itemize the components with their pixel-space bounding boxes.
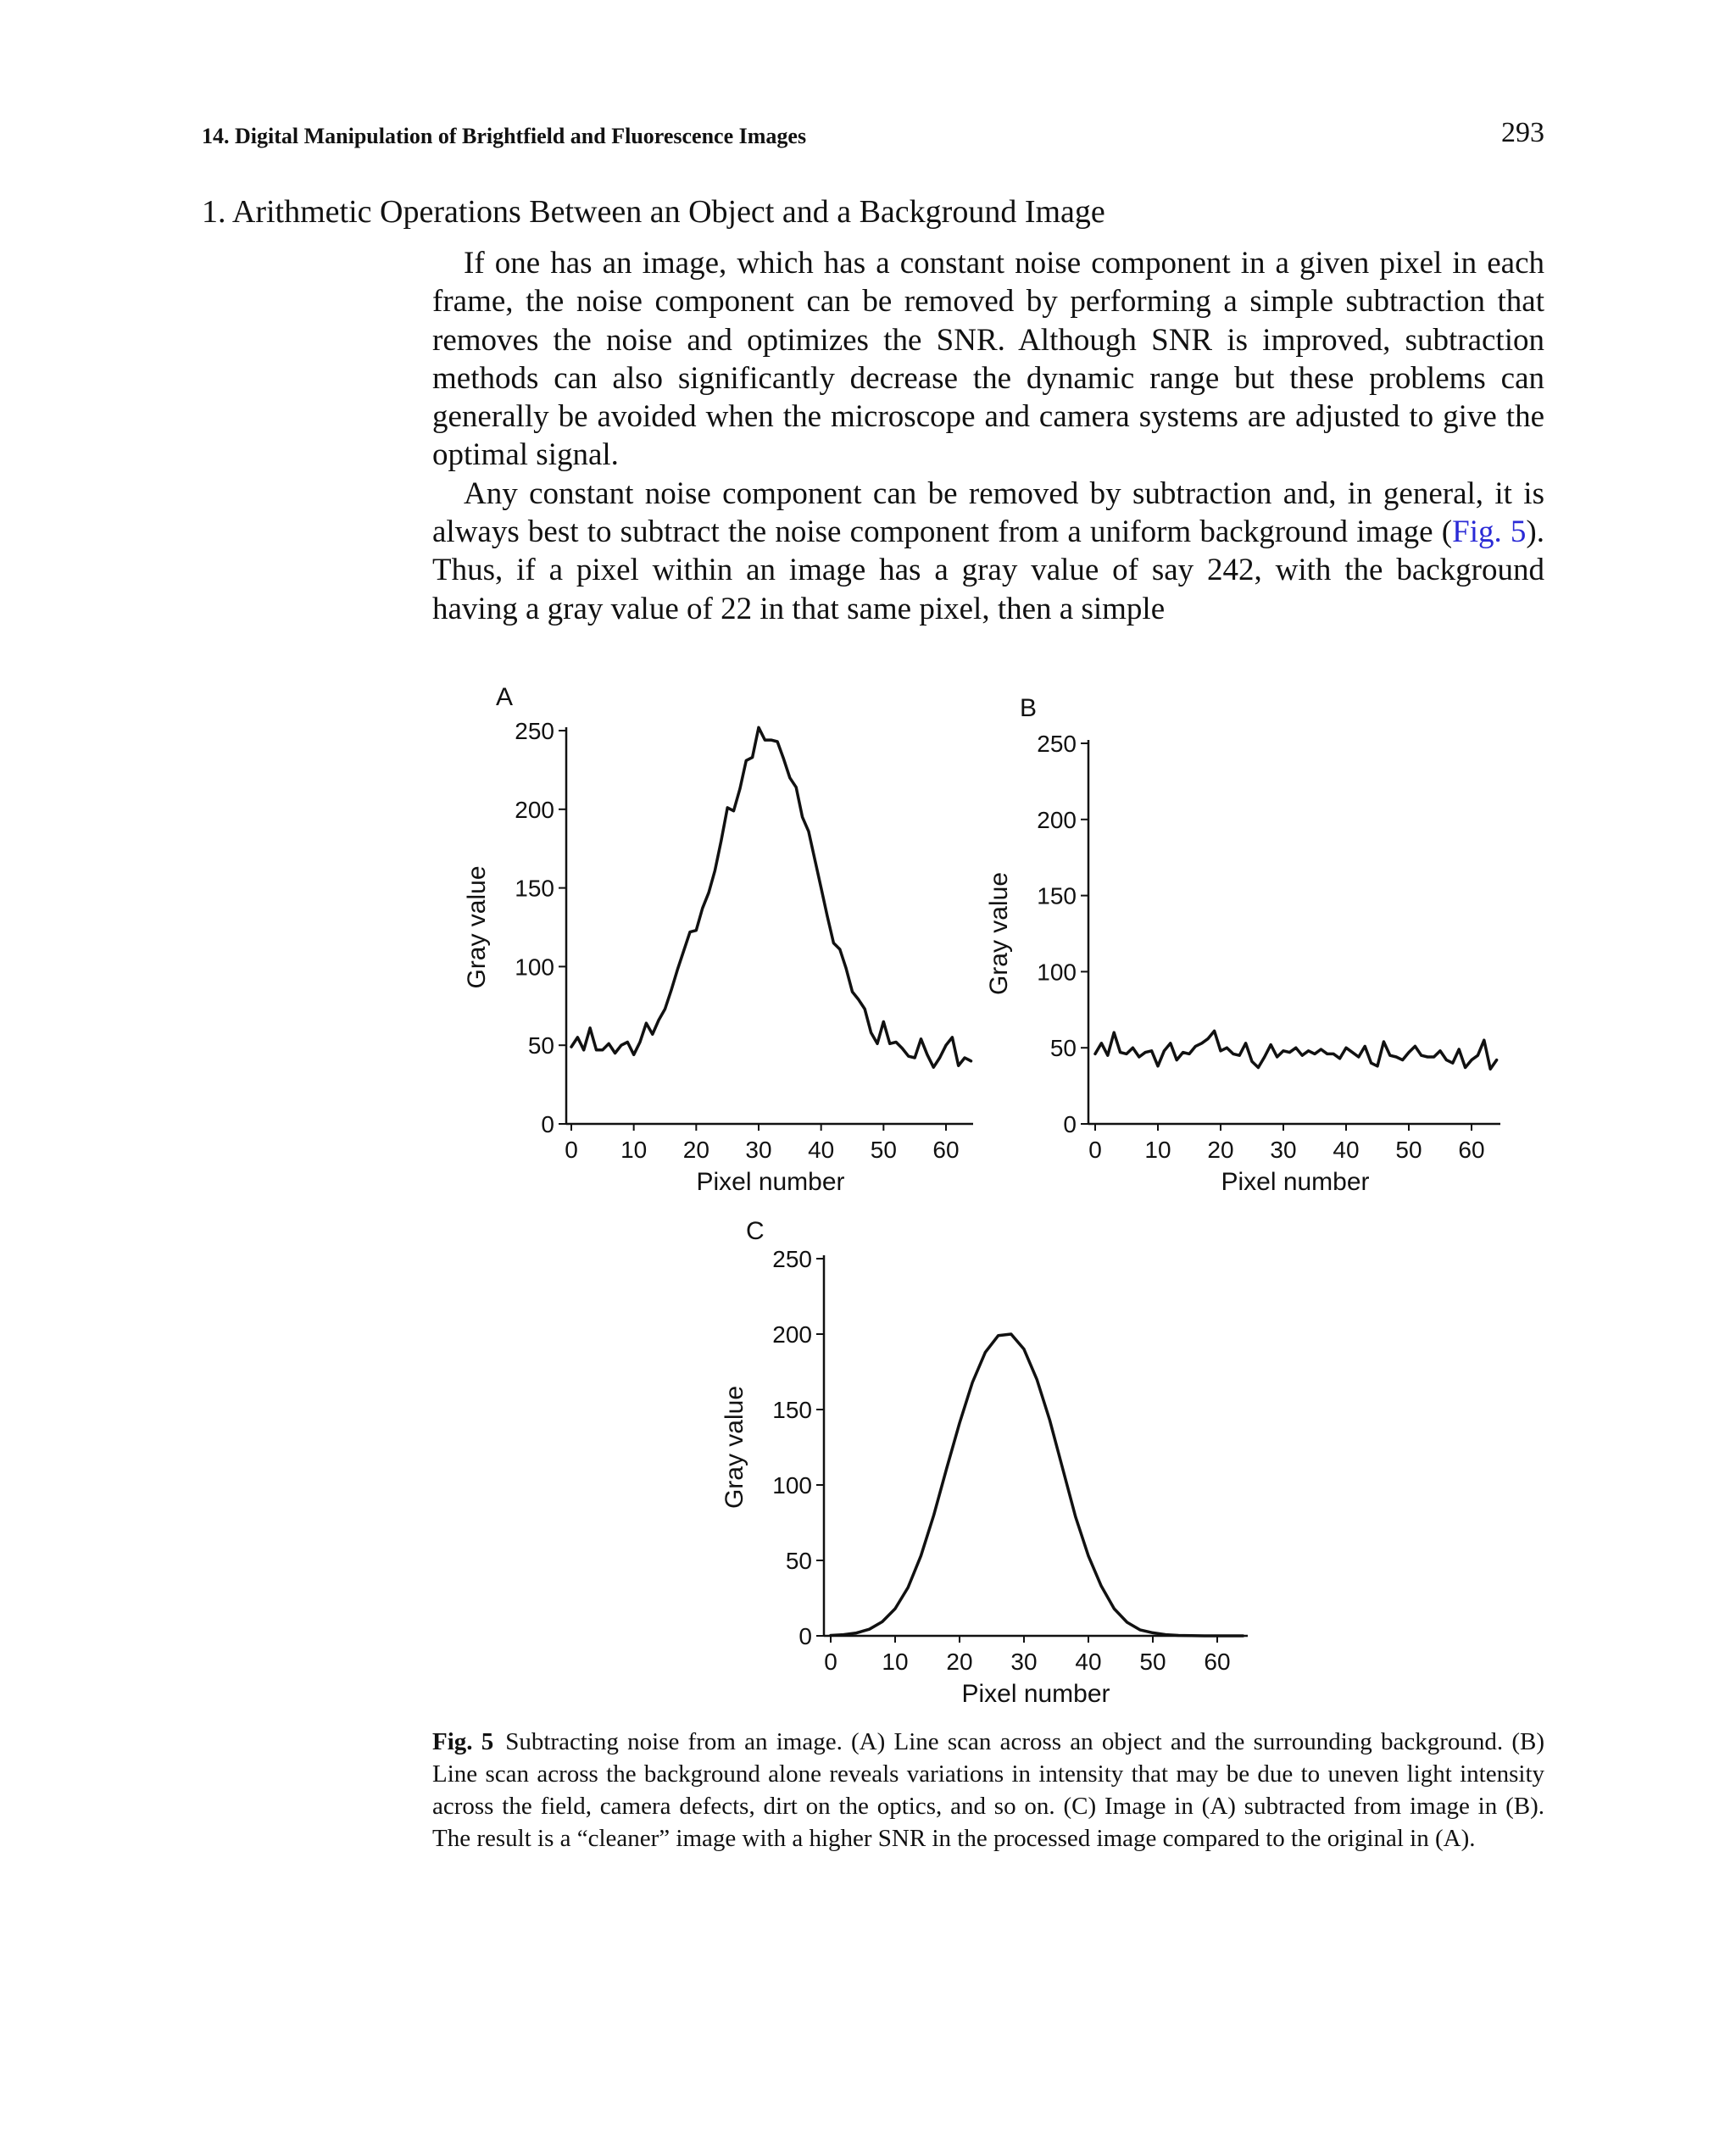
panel-c-y-tick-label: 200: [772, 1321, 812, 1348]
panel-c-x-tick-label: 60: [1204, 1649, 1231, 1675]
panel-a-x-tick-label: 0: [565, 1137, 578, 1163]
panel-a-x-tick-label: 20: [682, 1137, 709, 1163]
panel-b-x-tick-label: 60: [1458, 1137, 1485, 1163]
panel-a-x-axis-label: Pixel number: [696, 1168, 845, 1196]
panel-c-y-tick-label: 50: [785, 1548, 812, 1574]
caption-label: Fig. 5: [432, 1728, 494, 1755]
panel-a-y-tick-label: 150: [515, 875, 554, 902]
caption-text: Subtracting noise from an image. (A) Line scan across an object and the surrounding background. (B) Line scan across the background alone reveals variations in intensity that may be due to uneven light intensity across the field, camera defects, dirt on the optics, and so on. (C) Image in (A) subtracted from image in (B). The result is a “cleaner” image with a higher SNR in the processed image compared to the original in (A).: [432, 1728, 1544, 1852]
panel-b-y-axis-label: Gray value: [985, 871, 1013, 996]
panel-c-x-tick-label: 0: [824, 1649, 837, 1675]
figure-5: [0, 670, 1736, 1712]
panel-a-x-tick-label: 50: [870, 1137, 897, 1163]
figure-reference-link[interactable]: Fig. 5: [1452, 514, 1527, 550]
panel-a-y-tick-label: 200: [515, 796, 554, 823]
panel-b-label: B: [1020, 694, 1038, 722]
panel-c-y-tick-label: 150: [772, 1397, 812, 1423]
panel-b-y-tick-label: 0: [1063, 1111, 1077, 1137]
paragraph-2: [432, 475, 1544, 628]
panel-b-x-tick-label: 30: [1270, 1137, 1297, 1163]
panel-c-y-tick-label: 250: [772, 1246, 812, 1272]
panel-c-x-tick-label: 50: [1139, 1649, 1166, 1675]
panel-b-x-tick-label: 10: [1144, 1137, 1171, 1163]
panel-a-x-tick-label: 10: [620, 1137, 648, 1163]
running-head: 14. Digital Manipulation of Brightfield and Fluorescence Images: [202, 124, 807, 148]
panel-b-y-tick-label: 100: [1037, 959, 1077, 986]
panel-a-x-tick-label: 40: [808, 1137, 835, 1163]
panel-c-series-line: [831, 1334, 1243, 1636]
panel-b-x-axis-label: Pixel number: [1221, 1168, 1370, 1196]
panel-c-label: C: [746, 1217, 765, 1245]
panel-c-y-tick-label: 100: [772, 1472, 812, 1499]
panel-a-y-tick-label: 100: [515, 954, 554, 981]
page-number: 293: [1501, 117, 1544, 148]
paragraph-1: If one has an image, which has a constant noise component in a given pixel in each frame, the noise component can be removed by performing a simple subtraction that removes the noise and optimizes the SNR. Although SNR is improved, subtraction methods can also significantly decrease the dynamic range but these problems can generally be avoided when the microscope and camera systems are adjusted to give the optimal signal.: [432, 246, 1544, 473]
section-heading: 1. Arithmetic Operations Between an Object and a Background Image: [202, 194, 1105, 230]
panel-a-label: A: [496, 683, 514, 711]
panel-b-x-tick-label: 40: [1333, 1137, 1360, 1163]
panel-b-y-tick-label: 50: [1049, 1035, 1077, 1062]
body-text: [432, 244, 1544, 628]
paragraph-2-text-a: Any constant noise component can be removed by subtraction and, in general, it is always best to subtract the noise component from a uniform background image (: [432, 475, 1544, 550]
panel-c-y-axis-label: Gray value: [721, 1385, 748, 1510]
panel-b-x-tick-label: 20: [1207, 1137, 1234, 1163]
panel-a-y-tick-label: 250: [515, 718, 554, 744]
panel-c-x-tick-label: 10: [882, 1649, 909, 1675]
panel-c-x-tick-label: 40: [1075, 1649, 1102, 1675]
panel-c-y-tick-label: 0: [798, 1623, 812, 1649]
panel-a-y-tick-label: 0: [541, 1111, 554, 1137]
panel-b-y-tick-label: 200: [1037, 806, 1077, 833]
panel-a-y-axis-label: Gray value: [463, 865, 491, 989]
panel-b-series-line: [1095, 1031, 1497, 1069]
panel-a-series-line: [571, 727, 971, 1067]
panel-b-x-tick-label: 50: [1395, 1137, 1422, 1163]
panel-b-y-tick-label: 150: [1037, 882, 1077, 909]
figure-caption: [432, 1726, 1544, 1855]
panel-c-x-tick-label: 20: [946, 1649, 973, 1675]
panel-a-x-tick-label: 30: [745, 1137, 772, 1163]
panel-c-x-axis-label: Pixel number: [961, 1680, 1110, 1708]
panel-b-y-tick-label: 250: [1037, 731, 1077, 757]
panel-a-y-tick-label: 50: [527, 1032, 554, 1059]
paragraph-2-text-b: ). Thus, if a pixel within an image has a gray value of say 242, with the background having a gray value of 22 in that same pixel, then a simple: [432, 514, 1544, 626]
panel-c-x-tick-label: 30: [1010, 1649, 1038, 1675]
panel-b-x-tick-label: 0: [1088, 1137, 1102, 1163]
panel-a-x-tick-label: 60: [932, 1137, 960, 1163]
